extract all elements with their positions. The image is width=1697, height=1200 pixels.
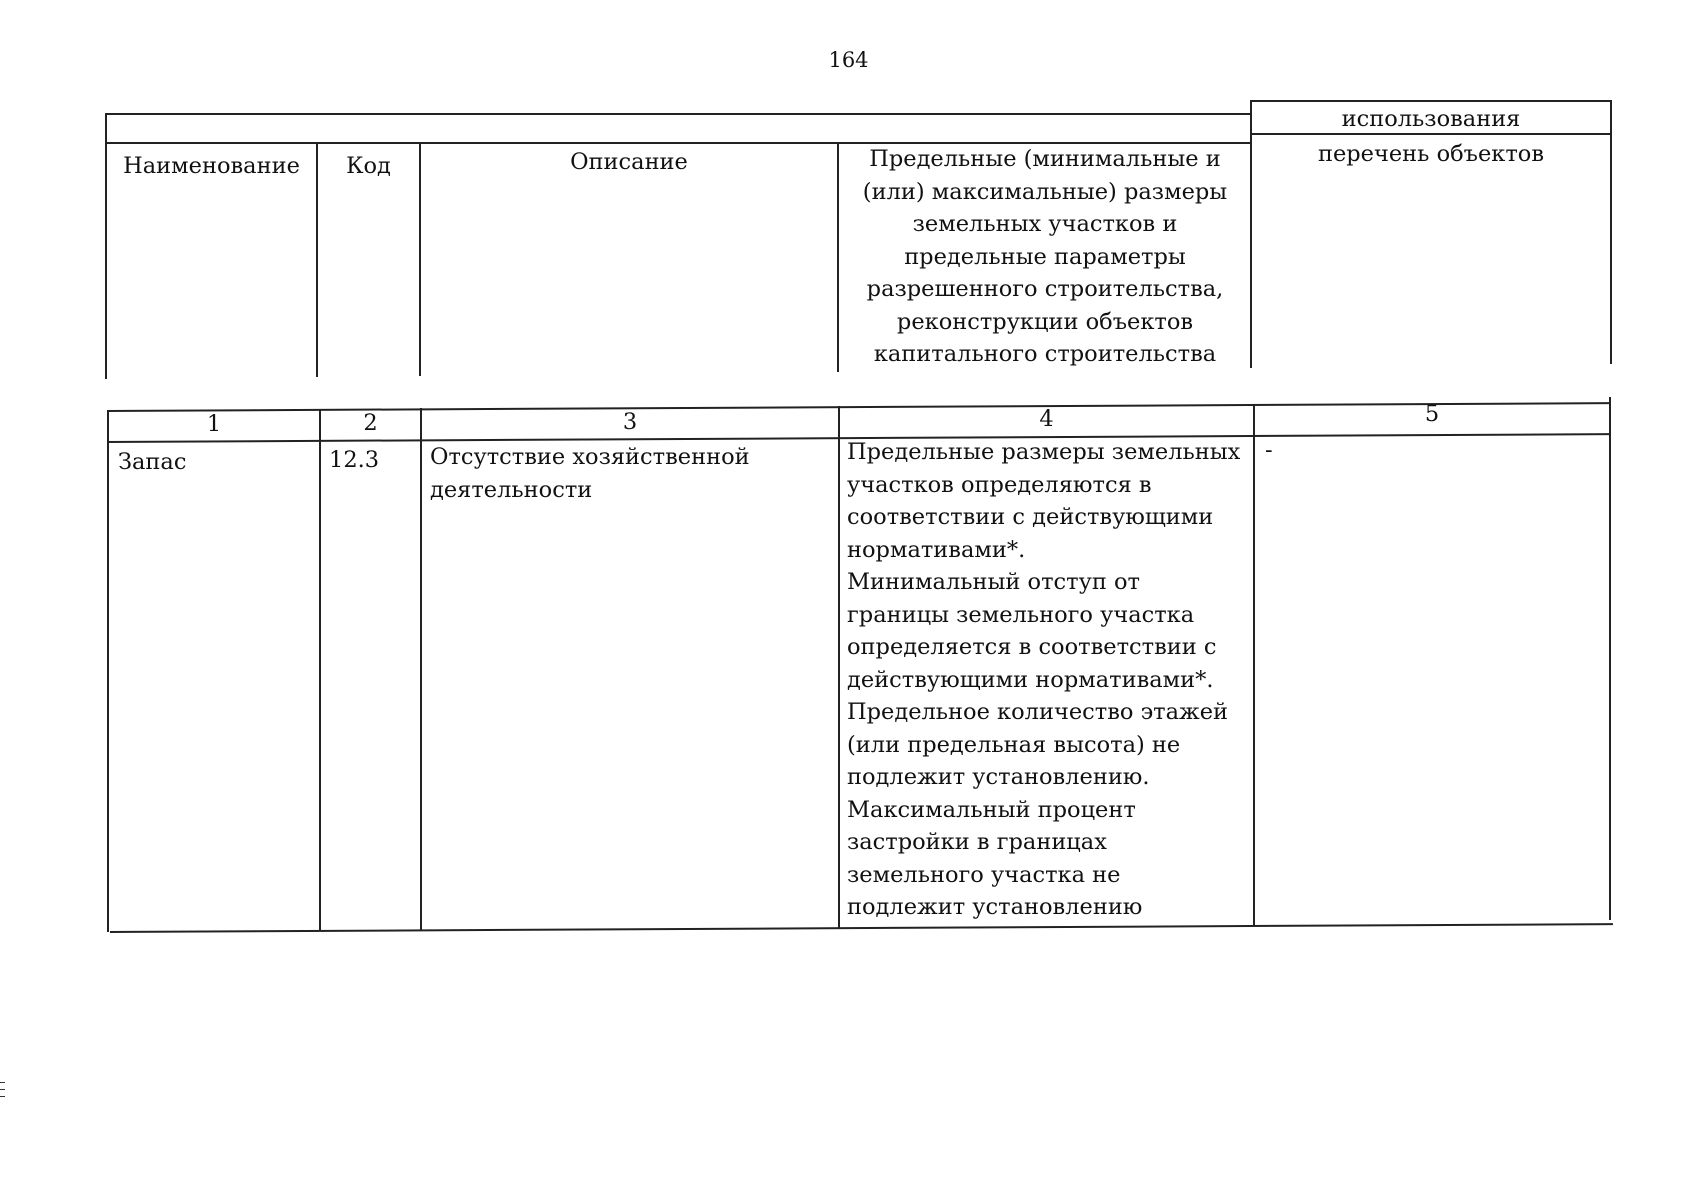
parameters-line: границы земельного участка <box>847 601 1195 628</box>
parameters-line: нормативами*. <box>847 536 1026 563</box>
parameters-line: подлежит установлению <box>847 894 1143 920</box>
header-col-code: Код <box>346 153 391 179</box>
parameters-line: действующими нормативами*. <box>847 666 1214 693</box>
page-number: 164 <box>828 48 869 72</box>
parameters-line: Предельные размеры земельных <box>847 439 1241 465</box>
row-description: Отсутствие хозяйственной деятельности <box>430 444 750 503</box>
parameters-line: определяется в соответствии с <box>847 634 1217 660</box>
row-objects: - <box>1265 437 1273 463</box>
scan-margin-mark <box>0 1082 5 1083</box>
row-name: Запас <box>118 449 187 475</box>
parameters-line: соответствии с действующими <box>847 504 1214 530</box>
column-number-2: 2 <box>363 410 378 436</box>
column-number-1: 1 <box>206 411 222 437</box>
scan-margin-mark <box>0 1089 5 1090</box>
header-top-right-border <box>1250 100 1611 102</box>
header-top-border <box>105 113 1250 115</box>
body-col-divider-2 <box>420 408 422 930</box>
body-col-divider-4 <box>1253 404 1255 926</box>
header-right-border <box>1610 100 1612 364</box>
column-number-5: 5 <box>1424 401 1440 427</box>
parameters-line: Предельное количество этажей <box>847 699 1229 725</box>
row-code: 12.3 <box>329 447 380 473</box>
parameters-line: Минимальный отступ от <box>847 569 1140 595</box>
body-left-border <box>107 410 109 932</box>
header-col-name: Наименование <box>123 153 300 179</box>
body-col-divider-3 <box>838 406 840 928</box>
parameters-line: Максимальный процент <box>847 796 1136 823</box>
parameters-line: (или предельная высота) не <box>847 731 1181 758</box>
row-parameters <box>847 436 1252 924</box>
parameters-line: участков определяются в <box>847 471 1152 498</box>
column-number-4: 4 <box>1039 406 1054 432</box>
parameters-line: застройки в границах <box>847 829 1107 855</box>
parameters-line: подлежит установлению. <box>847 764 1150 790</box>
body-col-divider-1 <box>319 409 321 931</box>
header-col-objects: перечень объектов <box>1317 141 1545 167</box>
header-top-right-label: использования <box>1341 106 1521 132</box>
body-right-border <box>1609 397 1611 920</box>
header-col-parameters: Предельные (минимальные и (или) максимальные) размеры земельных участков и предельные параметры разрешенного строительства, реконструкции объектов капитального строительства <box>862 146 1228 367</box>
parameters-line: земельного участка не <box>847 861 1121 888</box>
scan-margin-mark <box>0 1096 5 1097</box>
column-number-3: 3 <box>622 409 638 435</box>
header-col-divider-3 <box>837 142 839 372</box>
body-bottom-border <box>110 923 1613 933</box>
header-col-description: Описание <box>570 149 688 175</box>
